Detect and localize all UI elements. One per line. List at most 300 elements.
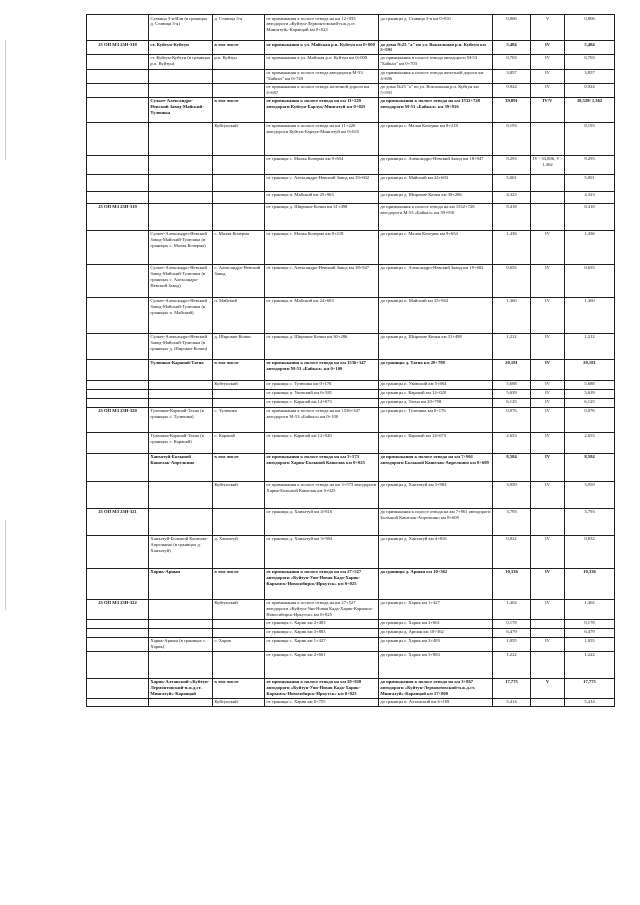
road-name-cell: Тулюшка-Карапай-Тагна (149, 359, 213, 380)
category-cell: IV (531, 297, 565, 333)
road-name-cell: Сулкет-Александро-Невский Завод-Майский-Тулюшка (в границах с. Александро-Невский Завод) (149, 264, 213, 297)
table-row (87, 651, 615, 678)
segment-start-cell: от примыкания к полосе отвода на км 12+933 автодороги «Куйтун-Лермонтовский-п.ж.д.ст. Мингатуй»-Карапцай км 0+023 (265, 15, 379, 41)
code-cell (87, 628, 149, 637)
category-cell: IV (531, 41, 565, 55)
code-cell (87, 637, 149, 651)
segment-end-cell: до границы с. Харик км 2+661 (379, 619, 493, 628)
segment-end-cell: до дома №25 "а" по ул. Вокзальная р.п. Куйтун км 5+591 (379, 41, 493, 55)
category-cell: IV (531, 264, 565, 297)
segment-start-cell: от границы с. Харик км 3+883 (265, 628, 379, 637)
length-cell: 2,653 (493, 432, 531, 453)
segment-end-cell: до границы д. Аршан км 10+362 (379, 568, 493, 599)
length-cell: 1,222 (493, 651, 531, 678)
segment-start-cell: от границы с. Александро-Невский Завод км 18+947 (265, 264, 379, 297)
length-cell: 5,484 (493, 41, 531, 55)
segment-start-cell: от границы п. Майский км 24+603 (265, 297, 379, 333)
code-cell (87, 389, 149, 398)
district-cell: с. Тулюшка (213, 407, 265, 432)
district-cell: в том числе (213, 678, 265, 698)
segment-end-cell: до примыкания к полосе отвода железной дороги км 4+606 (379, 69, 493, 83)
length-total-cell: 5,414 (565, 698, 615, 706)
category-cell (531, 619, 565, 628)
district-cell: Куйтунский (213, 599, 265, 619)
road-name-cell: Сулкет-Александро-Невский Завод-Майский-Тулюшка (в границах д. Широкие Кочки) (149, 333, 213, 359)
segment-start-cell: от примыкания к полосе отвода на км 1536+347 автодороги М-53 «Байкал» км 0+100 (265, 407, 379, 432)
segment-end-cell: до границы п. Майский км 25+963 (379, 297, 493, 333)
road-name-cell (149, 698, 213, 706)
length-cell: 9,293 (493, 155, 531, 174)
length-total-cell: 8,193 (565, 122, 615, 155)
segment-end-cell: до границы с. Тулюшка км 0+176 (379, 407, 493, 432)
length-cell: 0,924 (493, 83, 531, 97)
length-total-cell: 1,212 (565, 333, 615, 359)
segment-start-cell: от примыкания к полосе отвода на км 11+220 автодороги Куйтун-Барлук-Мингатуй км 0+025 (265, 122, 379, 155)
length-cell: 8,193 (493, 122, 531, 155)
length-total-cell: 4,323 (565, 191, 615, 203)
road-name-cell: Тулюшка-Карапай-Тагна (в границах с. Тулюшка) (149, 407, 213, 432)
segment-start-cell: от примыкания к полосе отвода на км 3+573 автодороги Харик-Большой Кашелак км 0+025 (265, 453, 379, 481)
segment-start-cell: от границы с. Малая Кочерма км 9+654 (265, 155, 379, 174)
code-cell (87, 398, 149, 407)
category-cell: IV (531, 481, 565, 508)
length-total-cell: 1,222 (565, 651, 615, 678)
length-total-cell: 5,688 (565, 380, 615, 389)
segment-start-cell: от границы с. Карапай км 12+020 (265, 432, 379, 453)
category-cell: IV (531, 230, 565, 264)
district-cell: Куйтунский (213, 698, 265, 706)
length-cell: 3,959 (493, 481, 531, 508)
code-cell (87, 122, 149, 155)
district-cell: с. Харик (213, 637, 265, 651)
segment-end-cell: до границы п. Майский км 24+603 (379, 174, 493, 191)
segment-end-cell: до границы д. Аршан км 10+362 (379, 628, 493, 637)
code-cell: 25 ОП МЗ 25Н-321 (87, 508, 149, 535)
length-total-cell: 5,484 (565, 41, 615, 55)
category-cell: IV (531, 389, 565, 398)
length-cell: 0,703 (493, 54, 531, 69)
length-total-cell: 1,055 (565, 637, 615, 651)
length-cell: 5,414 (493, 698, 531, 706)
road-name-cell (149, 389, 213, 398)
segment-start-cell: от примыкания к ул. Майская р.п. Куйтун км 0+000 (265, 41, 379, 55)
district-cell: с. Карапай (213, 432, 265, 453)
district-cell: д. Широкие Кочки (213, 333, 265, 359)
code-cell (87, 191, 149, 203)
district-cell (213, 508, 265, 535)
length-cell: 17,775 (493, 678, 531, 698)
category-cell: IV (531, 637, 565, 651)
segment-start-cell: от примыкания к полосе отвода на км 27+527 автодороги «Куйтун-Уян-Новая Кадо-Харик-Карымск-Новосибирск-Иркутск» км 0+025 (265, 568, 379, 599)
segment-end-cell: до границы с. Александро-Невский Завод км 19+602 (379, 264, 493, 297)
district-cell: Куйтунский (213, 481, 265, 508)
category-cell: IV (531, 568, 565, 599)
road-name-cell (149, 203, 213, 230)
length-cell: 1,360 (493, 297, 531, 333)
segment-end-cell: до границы д. Широкие Кочки км 31+498 (379, 333, 493, 359)
road-name-cell (149, 651, 213, 678)
code-cell (87, 380, 149, 389)
segment-start-cell: от примыкания к полосе отвода на км 3+573 автодороги Харик-Большой Кашелак км 0+025 (265, 481, 379, 508)
segment-start-cell: от границы д. Широкие Кочки км 31+498 (265, 203, 379, 230)
code-cell (87, 297, 149, 333)
segment-start-cell: от примыкания к полосе отвода автодороги М-53 "Байкал" км 0+749 (265, 69, 379, 83)
segment-end-cell: до границы п. Алтанский км 6+169 (379, 698, 493, 706)
segment-start-cell: от границы с. Харик км 0+755 (265, 698, 379, 706)
code-cell (87, 54, 149, 69)
segment-end-cell: до границы с. Харик км 2+483 (379, 637, 493, 651)
length-total-cell: 0,806 (565, 15, 615, 41)
table-row (87, 264, 615, 297)
table-row (87, 508, 615, 535)
segment-start-cell: от границы с. Александро-Невский Завод км 19+602 (265, 174, 379, 191)
table-row (87, 698, 615, 706)
road-name-cell (149, 619, 213, 628)
length-total-cell: 5,639 (565, 389, 615, 398)
category-cell: IV (531, 535, 565, 568)
district-cell (213, 651, 265, 678)
table-row (87, 398, 615, 407)
segment-end-cell: до границы с. Малая Кочерма км 9+654 (379, 230, 493, 264)
table-row (87, 41, 615, 55)
length-total-cell: 8,418 (565, 203, 615, 230)
length-total-cell: 0,703 (565, 54, 615, 69)
length-cell: 3,857 (493, 69, 531, 83)
length-cell: 0,806 (493, 15, 531, 41)
code-cell (87, 568, 149, 599)
segment-end-cell: до примыкания к полосе отвода на км 7+961 автодороги Большой Кашелак-Апрелкино км 8+609 (379, 453, 493, 481)
table-row (87, 407, 615, 432)
district-cell (213, 83, 265, 97)
road-name-cell: Хаихатуй-Большой Кашелак-Апрелкино (в границах д. Хаихатуй) (149, 535, 213, 568)
category-cell: IV (531, 432, 565, 453)
segment-end-cell: до границы с. Харик км 3+883 (379, 651, 493, 678)
code-cell: 25 ОП МЗ 25Н-320 (87, 407, 149, 432)
length-cell: 6,125 (493, 398, 531, 407)
district-cell: д. Хаихатуй (213, 535, 265, 568)
length-total-cell: 0,178 (565, 619, 615, 628)
length-total-cell: 1,360 (565, 297, 615, 333)
road-name-cell: Сулкет-Александро-Невский Завод-Майский-Тулюшка (в границах п. Майский) (149, 297, 213, 333)
road-name-cell (149, 69, 213, 83)
length-cell: 10,336 (493, 568, 531, 599)
table-row (87, 230, 615, 264)
district-cell (213, 398, 265, 407)
road-name-cell: Харик-Аршан (в границах с. Харик) (149, 637, 213, 651)
segment-start-cell: от границы с. Карапай км 14+673 (265, 398, 379, 407)
table-row (87, 619, 615, 628)
code-cell (87, 69, 149, 83)
length-total-cell: 8,584 (565, 453, 615, 481)
segment-end-cell: до границы с. Харик км 1+427 (379, 599, 493, 619)
table-row (87, 359, 615, 380)
code-cell (87, 333, 149, 359)
segment-end-cell: до границы д. Тагна км 20+798 (379, 359, 493, 380)
table-row (87, 83, 615, 97)
length-cell: 1,402 (493, 599, 531, 619)
segment-end-cell: до дома №25 "а" по ул. Вокзальная р.п. Куйтун км 5+591 (379, 83, 493, 97)
category-cell: IV (531, 54, 565, 69)
road-name-cell (149, 599, 213, 619)
category-cell: V (531, 15, 565, 41)
category-cell: IV (531, 359, 565, 380)
length-cell: 0,076 (493, 407, 531, 432)
segment-start-cell: от границы с. Харик км 1+427 (265, 637, 379, 651)
district-cell (213, 155, 265, 174)
length-total-cell: 1,402 (565, 599, 615, 619)
length-total-cell: 3,959 (565, 481, 615, 508)
code-cell: 25 ОП МЗ 25Н-322 (87, 599, 149, 619)
category-cell: IV (531, 83, 565, 97)
table-row (87, 191, 615, 203)
table-row (87, 637, 615, 651)
length-total-cell: 2,653 (565, 432, 615, 453)
district-cell (213, 191, 265, 203)
segment-start-cell: от примыкания к полосе отвода на км 20+820 автодороги «Куйтун-Уян-Новая Када-Харик-Карымск-Новосибирск-Иркутск» км 0+025 (265, 678, 379, 698)
segment-start-cell: от примыкания к полосе отвода железной дороги км 4+667 (265, 83, 379, 97)
segment-start-cell: от границы д. Широкие Кочки км 30+286 (265, 333, 379, 359)
length-total-cell: 9,293 (565, 155, 615, 174)
table-row (87, 432, 615, 453)
table-row (87, 678, 615, 698)
scan-artifact (5, 520, 6, 610)
segment-end-cell: до примыкания к полосе отвода на км 3+867 автодороги «Куйтун-Лермонтовский-п.ж.д.ст. Мингатуй»-Карапцай км 17+800 (379, 678, 493, 698)
code-cell (87, 651, 149, 678)
district-cell (213, 389, 265, 398)
segment-end-cell: до границы д. Широкие Кочки км 30+286 (379, 191, 493, 203)
road-name-cell: Сулкет-Александро-Невский Завод-Майский-Тулюшка (149, 97, 213, 122)
segment-start-cell: от границы п. Майский км 25+963 (265, 191, 379, 203)
code-cell (87, 678, 149, 698)
code-cell (87, 359, 149, 380)
segment-end-cell: до границы д. Хаихатуй км 4+816 (379, 535, 493, 568)
road-name-cell (149, 191, 213, 203)
district-cell (213, 203, 265, 230)
segment-end-cell: до границы п. Уковский км 5+864 (379, 380, 493, 389)
length-cell: 5,001 (493, 174, 531, 191)
length-total-cell: 6,125 (565, 398, 615, 407)
district-cell: с. Малая Кочерма (213, 230, 265, 264)
scan-artifact (5, 40, 6, 160)
category-cell: IV (531, 380, 565, 389)
length-total-cell: 0,655 (565, 264, 615, 297)
category-cell: IV (531, 333, 565, 359)
segment-start-cell: от границы с. Малая Кочерма км 8+218 (265, 230, 379, 264)
code-cell (87, 174, 149, 191)
length-cell: 0,655 (493, 264, 531, 297)
table-row (87, 203, 615, 230)
segment-start-cell: от примыкания к полосе отвода на км 1536+347 автодороги М-53 «Байкал» км 0+100 (265, 359, 379, 380)
road-name-cell: Харик-Алтанский-«Куйтун-Лермонтовский-п.ж.д.ст. Мингатуй»-Карапцай (149, 678, 213, 698)
category-cell: IV/V (531, 97, 565, 122)
category-cell (531, 651, 565, 678)
road-name-cell: Сулкет-Александро-Невский Завод-Майский-Тулюшка (в границах с. Малая Кочерма) (149, 230, 213, 264)
table-row (87, 54, 615, 69)
category-cell: IV (531, 407, 565, 432)
road-name-cell: Тулюшка-Карапай-Тагна (в границах с. Карапай) (149, 432, 213, 453)
district-cell (213, 174, 265, 191)
category-cell (531, 191, 565, 203)
code-cell: 25 ОП МЗ 25Н-319 (87, 203, 149, 230)
table-row (87, 380, 615, 389)
category-cell: IV (531, 599, 565, 619)
segment-end-cell: до границы с. Александро-Невский Завод км 18+947 (379, 155, 493, 174)
segment-start-cell: от границы д. Хаихатуй км 3+984 (265, 535, 379, 568)
length-total-cell: 17,775 (565, 678, 615, 698)
road-name-cell: Ставица 3-я-Или (в границах д. Ставица 3-я) (149, 15, 213, 41)
table-row (87, 535, 615, 568)
length-cell: 5,639 (493, 389, 531, 398)
code-cell (87, 432, 149, 453)
length-total-cell: 3,793 (565, 508, 615, 535)
length-cell: 1,055 (493, 637, 531, 651)
road-name-cell: ст. Куйтун-Куйтун (149, 41, 213, 55)
road-name-cell (149, 380, 213, 389)
category-cell (531, 698, 565, 706)
segment-end-cell: до границы с. Карапай км 14+673 (379, 432, 493, 453)
district-cell: п. Майский (213, 297, 265, 333)
length-total-cell: 0,076 (565, 407, 615, 432)
category-cell: IV (531, 453, 565, 481)
length-cell: 8,584 (493, 453, 531, 481)
segment-end-cell: до границы с. Карапай км 12+020 (379, 389, 493, 398)
segment-end-cell: до границы с. Малая Кочерма км 8+218 (379, 122, 493, 155)
segment-start-cell: от границы п. Уковский км 6+381 (265, 389, 379, 398)
road-name-cell (149, 398, 213, 407)
length-total-cell: 0,924 (565, 83, 615, 97)
category-cell: V (531, 678, 565, 698)
code-cell (87, 264, 149, 297)
district-cell: с. Александро-Невский Завод (213, 264, 265, 297)
category-cell (531, 122, 565, 155)
length-cell: 3,793 (493, 508, 531, 535)
table-row (87, 297, 615, 333)
district-cell: р.п. Куйтун (213, 54, 265, 69)
length-cell: 5,688 (493, 380, 531, 389)
length-cell: 39,891 (493, 97, 531, 122)
code-cell (87, 155, 149, 174)
district-cell (213, 69, 265, 83)
category-cell (531, 508, 565, 535)
segment-start-cell: от примыкания к полосе отвода на км 27+527 автодороги «Куйтун-Уян-Новая Када-Харик-Карымск-Новосибирск-Иркутск» км 0+025 (265, 599, 379, 619)
length-cell: 1,212 (493, 333, 531, 359)
table-row (87, 453, 615, 481)
segment-start-cell: от границы д. Хаихатуй км 4+816 (265, 508, 379, 535)
segment-start-cell: от границы с. Харик км 2+661 (265, 651, 379, 678)
road-name-cell: Харик-Аршан (149, 568, 213, 599)
segment-end-cell: до границы д. Тагна км 20+798 (379, 398, 493, 407)
category-cell (531, 203, 565, 230)
table-row (87, 481, 615, 508)
road-name-cell (149, 155, 213, 174)
road-register-page (86, 14, 614, 707)
road-name-cell (149, 508, 213, 535)
segment-end-cell: до примыкания к полосе отвода на км 1532+728 автодороги М-53 «Байкал» км 39+916 (379, 97, 493, 122)
table-row (87, 599, 615, 619)
district-cell: в том числе (213, 568, 265, 599)
category-cell (531, 628, 565, 637)
code-cell (87, 535, 149, 568)
district-cell: Куйтунский (213, 380, 265, 389)
code-cell (87, 15, 149, 41)
length-cell: 6,479 (493, 628, 531, 637)
table-row (87, 568, 615, 599)
table-row (87, 333, 615, 359)
length-cell: 1,436 (493, 230, 531, 264)
road-name-cell (149, 481, 213, 508)
category-cell (531, 174, 565, 191)
length-total-cell: 20,181 (565, 359, 615, 380)
road-register-table (86, 14, 615, 707)
segment-start-cell: от примыкания к полосе отвода на км 11+220 автодороги Куйтун-Барлук-Мингатуй км 0+025 (265, 97, 379, 122)
category-cell: IV (531, 398, 565, 407)
segment-end-cell: до примыкания к полосе отвода автодороги М-53 "Байкал" км 0+703 (379, 54, 493, 69)
length-cell: 20,181 (493, 359, 531, 380)
code-cell (87, 619, 149, 628)
category-cell: IV - 33,806, V - 1,362 (531, 155, 565, 174)
length-total-cell: 10,336 (565, 568, 615, 599)
table-row (87, 122, 615, 155)
length-total-cell: 6,479 (565, 628, 615, 637)
table-row (87, 155, 615, 174)
code-cell (87, 230, 149, 264)
code-cell (87, 698, 149, 706)
code-cell (87, 453, 149, 481)
length-total-cell: 38,529/ 1,362 (565, 97, 615, 122)
code-cell: 25 ОП МЗ 25Н-318 (87, 41, 149, 55)
segment-start-cell: от границы с. Харик км 2+483 (265, 619, 379, 628)
district-cell: в том числе (213, 41, 265, 55)
segment-end-cell: до границы д. Хаихатуй км 3+984 (379, 481, 493, 508)
road-name-cell: Хаихатуй-Большой Кашелак-Апрелкино (149, 453, 213, 481)
district-cell: д. Ставица 3-я (213, 15, 265, 41)
segment-end-cell: до примыкания к полосе отвода на км 1532+728 автодороги М-53 «Байкал» км 39+916 (379, 203, 493, 230)
segment-start-cell: от примыкания к ул. Майская р.п. Куйтун км 0+000 (265, 54, 379, 69)
road-name-cell (149, 122, 213, 155)
district-cell: в том числе (213, 359, 265, 380)
segment-start-cell: от границы с. Тулюшка км 0+176 (265, 380, 379, 389)
length-cell: 8,418 (493, 203, 531, 230)
category-cell: IV (531, 69, 565, 83)
road-name-cell (149, 628, 213, 637)
segment-end-cell: до примыкания к полосе отвода на км 7+961 автодороги Большой Кашелак-Апрелкино км 8+609 (379, 508, 493, 535)
table-row (87, 97, 615, 122)
road-name-cell (149, 174, 213, 191)
length-cell: 4,323 (493, 191, 531, 203)
length-total-cell: 3,857 (565, 69, 615, 83)
district-cell: в том числе (213, 97, 265, 122)
segment-end-cell: до границы д. Ставица 3-я км 0+831 (379, 15, 493, 41)
table-row (87, 174, 615, 191)
length-total-cell: 5,001 (565, 174, 615, 191)
code-cell (87, 481, 149, 508)
code-cell (87, 83, 149, 97)
district-cell (213, 619, 265, 628)
road-name-cell: ст. Куйтун-Куйтун (в границах р.п. Куйтун) (149, 54, 213, 69)
district-cell: в том числе (213, 453, 265, 481)
district-cell: Куйтунский (213, 122, 265, 155)
table-row (87, 69, 615, 83)
district-cell (213, 628, 265, 637)
length-total-cell: 1,436 (565, 230, 615, 264)
table-row (87, 15, 615, 41)
length-total-cell: 0,832 (565, 535, 615, 568)
table-row (87, 389, 615, 398)
code-cell (87, 97, 149, 122)
length-cell: 0,178 (493, 619, 531, 628)
table-row (87, 628, 615, 637)
road-name-cell (149, 83, 213, 97)
